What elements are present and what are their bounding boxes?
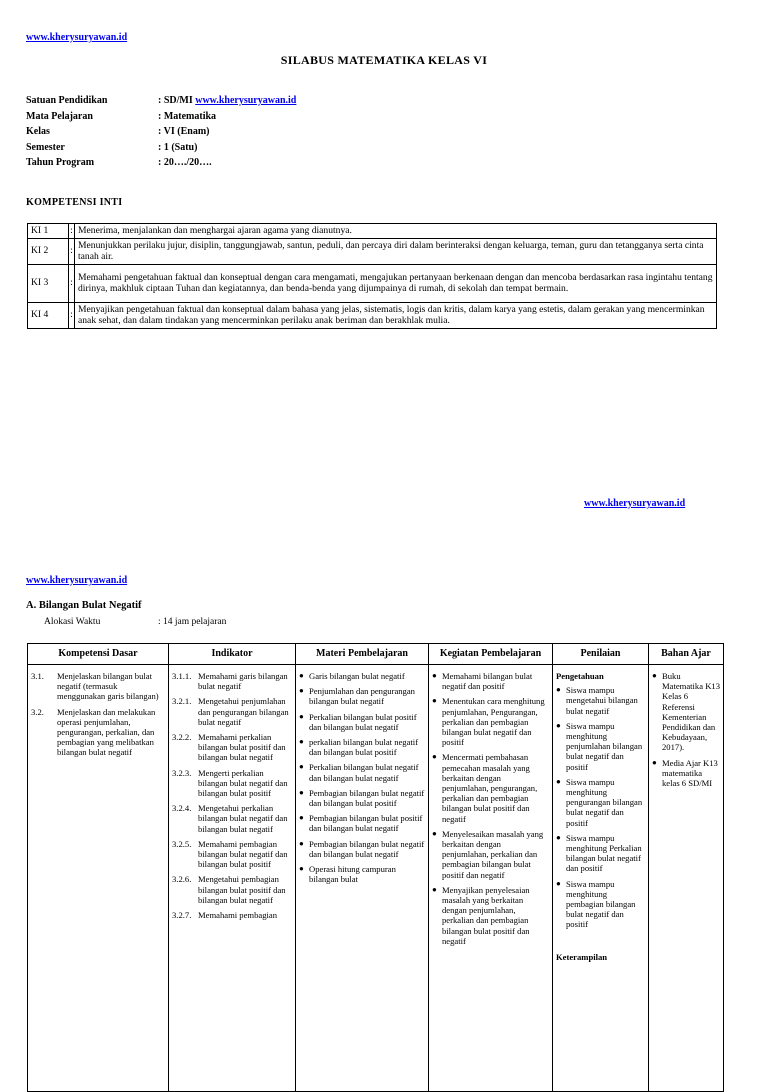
list-item: ● Garis bilangan bulat negatif (299, 671, 405, 681)
list-item: ● Siswa mampu menghitung pembagian bilangan bulat negatif dan positif (556, 878, 636, 930)
materi-cell (296, 665, 429, 1092)
info-row-mapel: Mata Pelajaran : Matematika (26, 110, 217, 122)
list-item: 3.2.4. Mengetahui perkalian bilangan bulat negatif dan bilangan bulat negatif (172, 803, 288, 834)
list-item: 3.2.5. Memahami pembagian bilangan bulat negatif dan bilangan bulat positif (172, 838, 288, 870)
table-row (28, 665, 724, 1092)
col-header: Kegiatan Pembelajaran (429, 644, 553, 665)
list-item: ● Menentukan cara menghitung penjumlahan, Pengurangan, perkalian dan pembagian bilangan bulat negatif dan positif (432, 696, 545, 748)
list-item: ● Pembagian bilangan bulat negatif dan bilangan bulat positif (299, 787, 425, 809)
bullet-icon: ● (432, 671, 437, 680)
col-header: Indikator (169, 644, 296, 665)
info-row-satuan: Satuan Pendidikan : SD/MI www.kherysuryawan.id (26, 95, 296, 111)
bullet-icon: ● (556, 720, 561, 730)
table-header-row (28, 644, 724, 665)
list-item: ● Perkalian bilangan bulat negatif dan bilangan bulat negatif (299, 762, 419, 783)
list-item: 3.2. Menjelaskan dan melakukan operasi penjumlahan, pengurangan, perkalian, dan pembagian yang melibatkan bilangan bulat negatif (31, 706, 156, 758)
site-link-page2[interactable]: www.kherysuryawan.id (26, 575, 128, 586)
list-item: 3.1. Menjelaskan bilangan bulat negatif (termasuk menggunakan garis bilangan) (31, 671, 159, 702)
bullet-icon: ● (432, 696, 437, 706)
list-item: ● Menyajikan penyelesaian masalah yang berkaitan dengan penjumlahan, perkalian dan pembagian bilangan bulat positif dan negatif (432, 884, 530, 946)
bullet-icon: ● (556, 878, 561, 888)
bullet-icon: ● (299, 671, 304, 680)
page-title: SILABUS MATEMATIKA KELAS VI (280, 53, 488, 67)
list-item: 3.2.3. Mengerti perkalian bilangan bulat negatif dan bilangan bulat positif (172, 767, 288, 799)
keterampilan-heading: Keterampilan (556, 951, 608, 962)
bullet-icon: ● (299, 686, 304, 696)
ki-row: KI 1 : Menerima, menjalankan dan menghargai ajaran agama yang dianutnya. (28, 224, 717, 239)
list-item: 3.2.1. Mengetahui penjumlahan dan pengurangan bilangan bulat negatif (172, 696, 289, 727)
site-link-top[interactable]: www.kherysuryawan.id (26, 32, 128, 43)
bullet-icon: ● (556, 685, 561, 695)
identity-block (26, 95, 296, 173)
list-item: 3.2.7. Memahami pembagian (172, 910, 277, 921)
alokasi-waktu: Alokasi Waktu : 14 jam pelajaran (44, 617, 227, 627)
kompetensi-dasar-cell (28, 665, 169, 1092)
penilaian-cell (553, 665, 649, 1092)
site-link-footer[interactable]: www.kherysuryawan.id (584, 498, 686, 509)
bullet-icon: ● (556, 776, 561, 786)
section-title: A. Bilangan Bulat Negatif (26, 600, 142, 611)
list-item: ● Siswa mampu menghitung Perkalian bilangan bulat negatif dan positif (556, 832, 642, 874)
bullet-icon: ● (299, 864, 304, 874)
bullet-icon: ● (432, 884, 437, 894)
list-item: ● Buku Matematika K13 Kelas 6 Referensi Kementerian Pendidikan dan Kebudayaan, 2017). (652, 671, 720, 753)
bahan-ajar-cell (649, 665, 724, 1092)
col-header: Materi Pembelajaran (296, 644, 429, 665)
list-item: ● Perkalian bilangan bulat positif dan bilangan bulat negatif (299, 711, 417, 732)
list-item: ● Memahami bilangan bulat negatif dan positif (432, 671, 533, 692)
site-link-inline[interactable]: www.kherysuryawan.id (195, 95, 297, 106)
ki-row: KI 3 : Memahami pengetahuan faktual dan konseptual dengan cara mengamati, mengajukan pertanyaan berkenaan dengan dan mencoba berdasarkan rasa ingintahu tentang dirinya, makhluk ciptaan Tuhan dan kegiatannya, dan benda-benda yang dijumpainya di rumah, di sekolah dan tempat bermain. (28, 264, 717, 302)
info-row-semester: Semester : 1 (Satu) (26, 141, 198, 153)
bullet-icon: ● (299, 711, 304, 721)
bullet-icon: ● (432, 828, 437, 838)
col-header: Penilaian (553, 644, 649, 665)
bullet-icon: ● (299, 787, 304, 797)
ki-table (27, 223, 717, 329)
kegiatan-cell (429, 665, 553, 1092)
list-item: ● Siswa mampu menghitung penjumlahan bilangan bulat negatif dan positif (556, 720, 643, 772)
col-header: Bahan Ajar (649, 644, 724, 665)
bullet-icon: ● (299, 813, 304, 823)
ki-row: KI 2 : Menunjukkan perilaku jujur, disiplin, tanggungjawab, santun, peduli, dan percaya diri dalam berinteraksi dengan keluarga, teman, guru dan tetangganya serta cinta tanah air. (28, 238, 717, 264)
list-item: 3.1.1. Memahami garis bilangan bulat negatif (172, 671, 288, 692)
list-item: 3.2.2. Memahami perkalian bilangan bulat positif dan bilangan bulat negatif (172, 732, 286, 763)
info-row-kelas: Kelas : VI (Enam) (26, 126, 210, 137)
list-item: ● Pembagian bilangan bulat positif dan bilangan bulat negatif (299, 813, 423, 834)
pengetahuan-heading: Pengetahuan (556, 671, 604, 681)
list-item: ● Menyelesaikan masalah yang berkaitan dengan penjumlahan, perkalian dan pembagian bilangan bulat positif dan negatif (432, 828, 544, 880)
bullet-icon: ● (432, 752, 437, 762)
list-item: ● Media Ajar K13 matematika kelas 6 SD/MI (652, 757, 718, 789)
indikator-cell (169, 665, 296, 1092)
bullet-icon: ● (652, 671, 657, 680)
bullet-icon: ● (556, 832, 561, 842)
list-item: ● Siswa mampu mengetahui bilangan bulat negatif (556, 685, 638, 716)
col-header: Kompetensi Dasar (28, 644, 169, 665)
list-item: ● Mencermati pembahasan pemecahan masalah yang berkaitan dengan penjumlahan, pengurangan, perkalian dan pembagian bilangan bulat positif dan negatif (432, 752, 538, 824)
list-item: ● Penjumlahan dan pengurangan bilangan bulat negatif (299, 686, 415, 707)
bullet-icon: ● (652, 757, 657, 767)
bullet-icon: ● (299, 762, 304, 772)
ki-row: KI 4 : Menyajikan pengetahuan faktual dan konseptual dalam bahasa yang jelas, sistematis, logis dan kritis, dalam karya yang estetis, dalam gerakan yang mencerminkan anak sehat, dan dalam tindakan yang mencerminkan perilaku anak beriman dan berakhlak mulia. (28, 302, 717, 328)
list-item: 3.2.6. Mengetahui pembagian bilangan bulat positif dan bilangan bulat negatif (172, 874, 286, 905)
list-item: ● Siswa mampu menghitung pengurangan bilangan bulat negatif dan positif (556, 776, 643, 828)
syllabus-table (27, 643, 724, 1092)
list-item: ● perkalian bilangan bulat negatif dan bilangan bulat positif (299, 737, 419, 758)
list-item: ● Pembagian bilangan bulat negatif dan bilangan bulat negatif (299, 838, 425, 859)
ki-heading: KOMPETENSI INTI (26, 197, 123, 208)
bullet-icon: ● (299, 737, 304, 747)
info-row-tahun: Tahun Program : 20…./20…. (26, 157, 212, 168)
bullet-icon: ● (299, 838, 304, 848)
list-item: ● Operasi hitung campuran bilangan bulat (299, 864, 396, 885)
